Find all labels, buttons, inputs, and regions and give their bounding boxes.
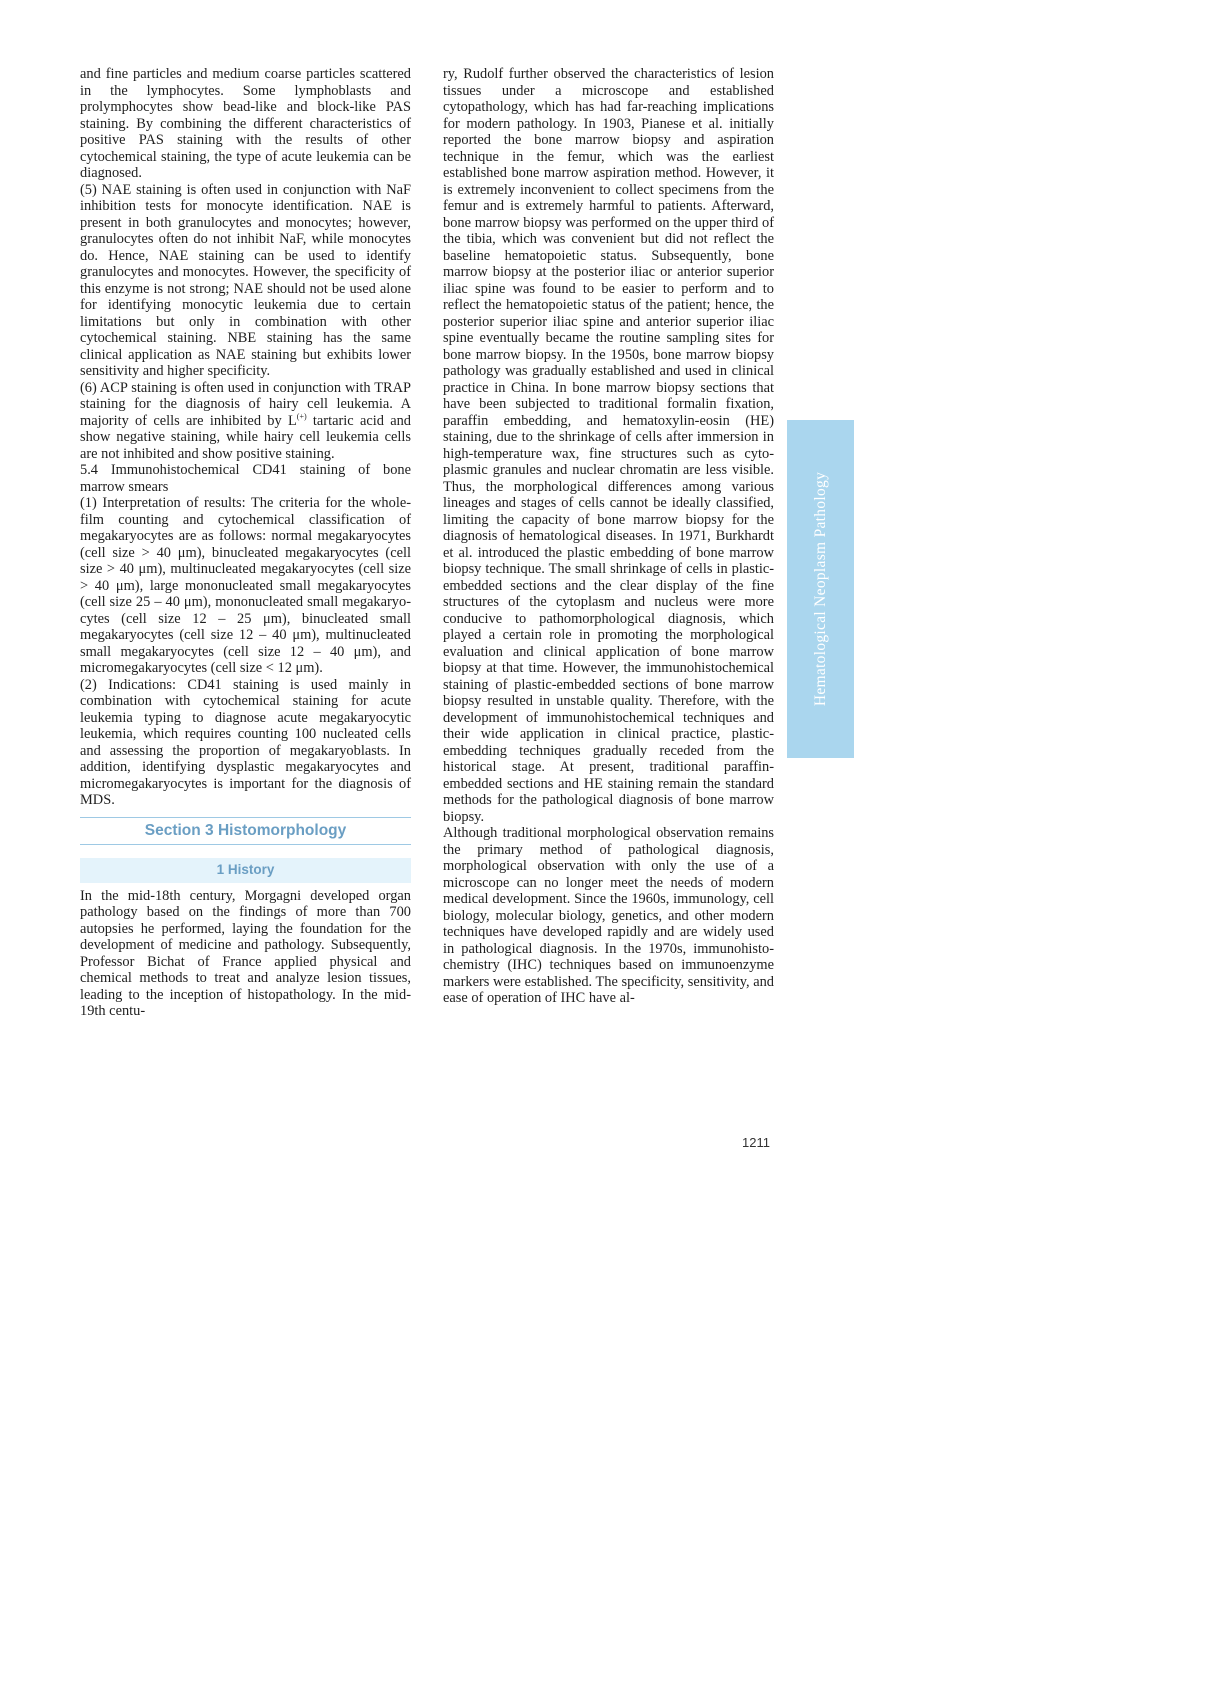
paragraph-acp bbox=[80, 380, 411, 463]
right-column bbox=[443, 66, 774, 1007]
paragraph-acp-text-cont: tartaric acid and show negative staining, while hairy cell leukemia cells are not inhibited and show positive staining. bbox=[80, 412, 411, 462]
subsection-title-cd41: 5.4 Immunohistochemical CD41 staining of bone marrow smears bbox=[80, 462, 411, 495]
paragraph-pas: and fine particles and medium coarse particles scattered in the lymphocytes. Some lymphoblasts and prolymphocytes show bead-like and block-like PAS staining. By combining the different characteristics of positive PAS staining with the results of other cytochemical staining, the type of acute leukemia can be diagnosed. bbox=[80, 66, 411, 181]
page-number: 1211 bbox=[742, 1135, 770, 1150]
paragraph-nae: (5) NAE staining is often used in conjunction with NaF inhibition tests for monocyte identification. NAE is present in both granulocytes and monocytes; however, granulocytes often do not inhibit NaF, while monocytes do. Hence, NAE staining can be used to identify granulocytes and monocytes. However, the specificity of this enzyme is not strong; NAE should not be used alone for identifying monocytic leukemia due to certain limitations but only in combination with other cytochemical staining. NBE staining has the same clinical application as NAE staining but exhibits lower sensitivity and higher specificity. bbox=[80, 181, 411, 379]
section-heading: Section 3 Histomorphology bbox=[80, 817, 411, 846]
paragraph-acp-text: (6) ACP staining is often used in conjunction with TRAP staining for the diagnosis of hairy cell leukemia. A majority of cells are inhibited by L bbox=[80, 379, 411, 429]
paragraph-indications: (2) Indications: CD41 staining is used mainly in combination with cytochemical staining for acute leukemia typing to diagnose acute megakaryocytic leukemia, which requires counting 100 nucleated cells and assessing the proportion of megakaryoblasts. In addition, identifying dysplastic megakaryocytes and micromegakaryocytes is important for the diagnosis of MDS. bbox=[80, 676, 411, 808]
chapter-sidebar-tab bbox=[787, 420, 854, 758]
chapter-sidebar-label: Hematological Neoplasm Pathology bbox=[811, 471, 829, 707]
paragraph-ihc: Although traditional morphological observation remains the primary method of pathological diagnosis, morphological observation with only the use of a microscope can no longer meet the needs of modern medical development. Since the 1960s, immunology, cell biology, molecular biology, genetics, and other modern techniques have developed rapidly and are widely used in pathological diagnosis. In the 1970s, immunohistochemistry (IHC) techniques based on immunoenzyme markers were established. The specificity, sensitivity, and ease of operation of IHC have al- bbox=[443, 825, 774, 1006]
paragraph-interpretation: (1) Interpretation of results: The criteria for the whole-film counting and cytochemical classification of megakaryocytes are as follows: normal megakaryocytes (cell size > 40 μm), binucleated megakaryocytes (cell size > 40 μm), multinucleated megakaryocytes (cell size > 40 μm), large mononucleated small megakaryocytes (cell size 25 – 40 μm), mononucleated small megakaryocytes (cell size 12 – 25 μm), binucleated small megakaryocytes (cell size 12 – 40 μm), multinucleated small megakaryocytes (cell size 12 – 40 μm), and micromegakaryocytes (cell size < 12 μm). bbox=[80, 495, 411, 676]
subsection-heading-history: 1 History bbox=[80, 858, 411, 883]
left-column bbox=[80, 66, 411, 1020]
paragraph-history-cont: ry, Rudolf further observed the characteristics of lesion tissues under a microscope and established cytopathology, which has had far-reaching implications for modern pathology. In 1903, Pianese et al. initially reported the bone marrow biopsy and aspiration technique in the femur, which was the earliest established bone marrow aspiration method. However, it is extremely inconvenient to collect specimens from the femur and is extremely harmful to patients. Afterward, bone marrow biopsy was performed on the upper third of the tibia, which was convenient but did not reflect the baseline hematopoietic status. Subsequently, bone marrow biopsy at the posterior iliac or anterior superior iliac spine was found to be easier to perform and to reflect the hematopoietic status of the patient; hence, the posterior superior iliac spine and anterior superior iliac spine eventually became the routine sampling sites for bone marrow biopsy. In the 1950s, bone marrow biopsy pathology was gradually established and used in clinical practice in China. In bone marrow biopsy sections that have been subjected to traditional formalin fixation, paraffin embedding, and hematoxylin-eosin (HE) staining, due to the shrinkage of cells after immersion in high-temperature wax, fine structures such as cytoplasmic granules and nuclear chromatin are less visible. Thus, the morphological differences among various lineages and stages of cells cannot be ideally classified, limiting the capacity of bone marrow biopsy for the diagnosis of hematological diseases. In 1971, Burkhardt et al. introduced the plastic embedding of bone marrow biopsy technique. The small shrinkage of cells in plastic-embedded sections and the clear display of the fine structures of the cytoplasm and nucleus were more conducive to pathomorphological diagnosis, which played a certain role in promoting the morphological evaluation and clinical application of bone marrow biopsy at that time. However, the immunohistochemical staining of plastic-embedded sections of bone marrow biopsy resulted in unstable quality. Therefore, with the development of immunohistochemical techniques and their wide application in clinical practice, plastic-embedding techniques gradually receded from the historical stage. At present, traditional paraffin-embedded sections and HE staining remain the standard methods for the pathological diagnosis of bone marrow biopsy. bbox=[443, 66, 774, 825]
superscript: (+) bbox=[296, 411, 307, 421]
paragraph-history: In the mid-18th century, Morgagni developed organ pathology based on the findings of more than 700 autopsies he performed, laying the foundation for the development of medicine and pathology. Subsequently, Professor Bichat of France applied physical and chemical methods to treat and analyze lesion tissues, leading to the inception of histopathology. In the mid-19th centu- bbox=[80, 887, 411, 1019]
